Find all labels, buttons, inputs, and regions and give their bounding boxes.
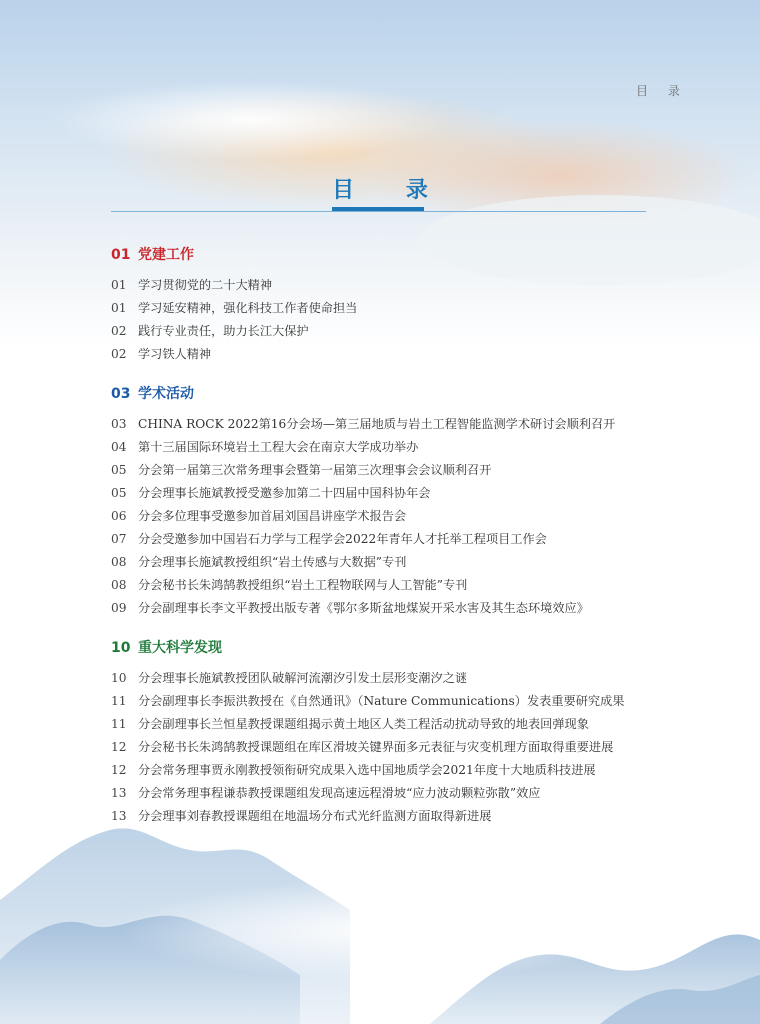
toc-entry[interactable] — [111, 505, 671, 528]
section-page-number: 01 — [111, 247, 131, 263]
entry-title: 学习铁人精神 — [138, 347, 212, 361]
entry-title: 分会秘书长朱鸿鹄教授组织“岩土工程物联网与人工智能”专刊 — [138, 578, 468, 592]
toc-entry[interactable] — [111, 759, 671, 782]
toc-section-academic-activities — [111, 384, 671, 620]
entry-title: 践行专业责任，助力长江大保护 — [138, 324, 309, 338]
toc-entry[interactable] — [111, 528, 671, 551]
section-page-number: 10 — [111, 640, 131, 656]
toc-entry[interactable] — [111, 736, 671, 759]
toc-entry[interactable] — [111, 343, 671, 366]
entry-page-number: 02 — [111, 347, 127, 361]
toc-entry[interactable] — [111, 574, 671, 597]
entry-title: 分会理事长施斌教授团队破解河流潮汐引发土层形变潮汐之谜 — [138, 671, 468, 685]
entry-title: 分会理事长施斌教授组织“岩土传感与大数据”专刊 — [138, 555, 407, 569]
entry-title: 分会常务理事贾永刚教授领衔研究成果入选中国地质学会2021年度十大地质科技进展 — [138, 763, 596, 777]
toc-entry[interactable] — [111, 274, 671, 297]
entry-title: 分会副理事长李振洪教授在《自然通讯》（Nature Communications）发表重要研究成果 — [138, 694, 625, 708]
toc-entry[interactable] — [111, 551, 671, 574]
entry-page-number: 01 — [111, 301, 127, 315]
entry-page-number: 09 — [111, 601, 127, 615]
entry-page-number: 02 — [111, 324, 127, 338]
section-page-number: 03 — [111, 386, 131, 402]
entry-title: 分会多位理事受邀参加首届刘国昌讲座学术报告会 — [138, 509, 407, 523]
entry-page-number: 11 — [111, 694, 127, 708]
toc-entry[interactable] — [111, 297, 671, 320]
toc-entry[interactable] — [111, 436, 671, 459]
entry-title: 第十三届国际环境岩土工程大会在南京大学成功举办 — [138, 440, 419, 454]
entry-page-number: 13 — [111, 809, 127, 823]
entry-title: 分会受邀参加中国岩石力学与工程学会2022年青年人才托举工程项目工作会 — [138, 532, 547, 546]
entry-page-number: 08 — [111, 578, 127, 592]
toc-entry[interactable] — [111, 320, 671, 343]
entry-title: 分会秘书长朱鸿鹄教授课题组在库区滑坡关键界面多元表征与灾变机理方面取得重要进展 — [138, 740, 614, 754]
toc-entry[interactable] — [111, 482, 671, 505]
toc-entry[interactable] — [111, 459, 671, 482]
toc-entry[interactable] — [111, 690, 671, 713]
title-divider — [111, 211, 646, 212]
toc-entry[interactable] — [111, 597, 671, 620]
entry-title: 分会理事长施斌教授受邀参加第二十四届中国科协年会 — [138, 486, 431, 500]
entry-title: 分会副理事长兰恒星教授课题组揭示黄土地区人类工程活动扰动导致的地表回弹现象 — [138, 717, 589, 731]
section-label: 重大科学发现 — [138, 640, 222, 656]
entry-page-number: 04 — [111, 440, 127, 454]
toc-section-major-discoveries — [111, 638, 671, 828]
section-label: 党建工作 — [138, 247, 194, 263]
toc-section-party-building — [111, 245, 671, 366]
section-heading[interactable] — [111, 384, 671, 404]
entry-page-number: 10 — [111, 671, 127, 685]
entry-title: 分会副理事长李文平教授出版专著《鄂尔多斯盆地煤炭开采水害及其生态环境效应》 — [138, 601, 589, 615]
toc-entry[interactable] — [111, 782, 671, 805]
toc-entry[interactable] — [111, 805, 671, 828]
toc-entry[interactable] — [111, 713, 671, 736]
section-heading[interactable] — [111, 245, 671, 265]
entry-title: 分会理事刘春教授课题组在地温场分布式光纤监测方面取得新进展 — [138, 809, 492, 823]
entry-title: 学习延安精神，强化科技工作者使命担当 — [138, 301, 358, 315]
entry-title: CHINA ROCK 2022第16分会场—第三届地质与岩土工程智能监测学术研讨会顺利召开 — [138, 417, 616, 431]
section-heading[interactable] — [111, 638, 671, 658]
entry-page-number: 07 — [111, 532, 127, 546]
page-title: 目 录 — [332, 178, 450, 203]
section-label: 学术活动 — [138, 386, 194, 402]
entry-page-number: 03 — [111, 417, 127, 431]
entry-page-number: 12 — [111, 740, 127, 754]
entry-title: 分会第一届第三次常务理事会暨第一届第三次理事会会议顺利召开 — [138, 463, 492, 477]
entry-page-number: 01 — [111, 278, 127, 292]
entry-page-number: 08 — [111, 555, 127, 569]
entry-page-number: 06 — [111, 509, 127, 523]
toc-entry[interactable] — [111, 413, 671, 436]
entry-page-number: 13 — [111, 786, 127, 800]
entry-page-number: 05 — [111, 463, 127, 477]
entry-page-number: 11 — [111, 717, 127, 731]
entry-page-number: 05 — [111, 486, 127, 500]
entry-title: 分会常务理事程谦恭教授课题组发现高速远程滑坡“应力波动颗粒弥散”效应 — [138, 786, 541, 800]
entry-title: 学习贯彻党的二十大精神 — [138, 278, 273, 292]
toc-entry[interactable] — [111, 667, 671, 690]
running-header: 目 录 — [636, 84, 688, 98]
title-accent-bar — [332, 207, 424, 211]
entry-page-number: 12 — [111, 763, 127, 777]
